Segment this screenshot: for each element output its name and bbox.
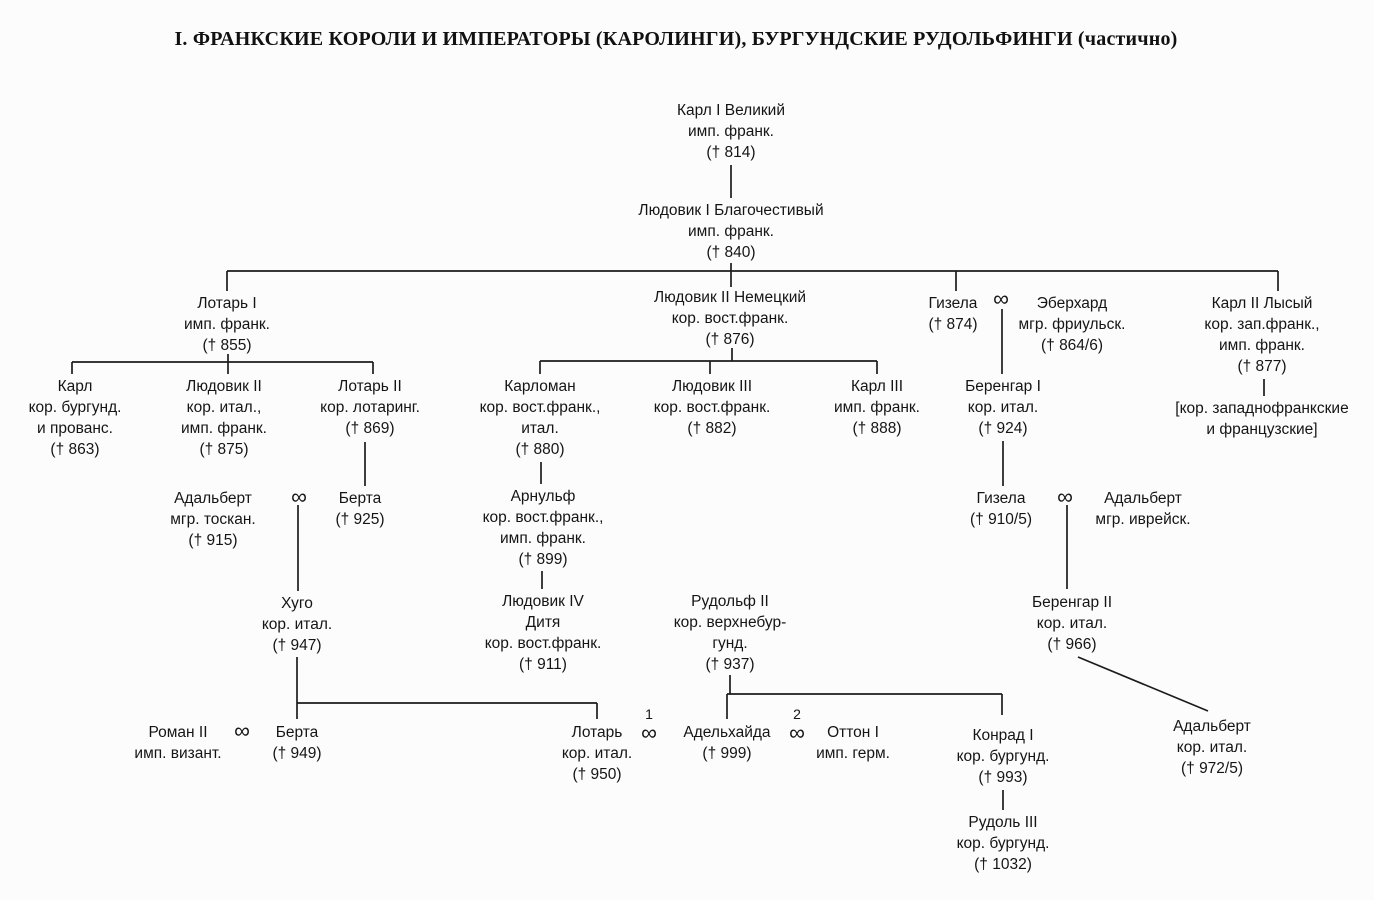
node-text-line: кор. итал. <box>261 616 333 633</box>
person-otton-i <box>816 722 890 764</box>
node-text-line: Людовик II Немецкий <box>653 289 807 306</box>
node-text-line: Лотарь <box>571 724 623 741</box>
node-text-line: имп. визант. <box>134 745 222 762</box>
node-text-line: имп. франк. <box>184 316 270 333</box>
node-text-line: кор. вост.франк. <box>671 310 789 327</box>
node-text-line: († 882) <box>687 420 737 437</box>
node-text-line: кор. итал. <box>967 399 1039 416</box>
marriage-symbol-lotar-adelhajda <box>641 706 657 745</box>
node-text-line: имп. франк. <box>181 420 267 437</box>
note-zapadnofrankskie <box>1175 398 1348 440</box>
person-ludovik-ii-ital <box>181 376 267 460</box>
node-text-line: Карл II Лысый <box>1211 295 1313 312</box>
person-rudolf-ii <box>674 591 787 675</box>
node-text-line: († 925) <box>335 511 385 528</box>
node-text-line: Людовик III <box>671 378 753 395</box>
node-text-line: и прованс. <box>37 420 113 437</box>
node-text-line: († 993) <box>978 769 1028 786</box>
node-text-line: († 888) <box>852 420 902 437</box>
infinity-icon: ∞ <box>641 720 657 745</box>
node-text-line: Берта <box>338 490 382 507</box>
person-eberhard <box>1019 293 1126 356</box>
node-text-line: († 814) <box>706 144 756 161</box>
node-text-line: Адальберт <box>1104 490 1182 507</box>
person-gizela-874 <box>928 293 977 335</box>
marriage-symbol-adalbert-berta <box>291 486 307 508</box>
node-text-line: († 911) <box>519 656 567 673</box>
person-lotar-ii <box>320 376 420 439</box>
node-text-line: († 875) <box>199 441 249 458</box>
person-arnulf <box>483 486 604 570</box>
node-text-line: Гизела <box>928 295 978 312</box>
node-text-line: кор. вост.франк., <box>482 509 604 526</box>
node-text-line: Карл I Великий <box>677 102 785 119</box>
node-text-line: († 863) <box>50 441 100 458</box>
node-text-line: [кор. западнофранкские <box>1175 400 1349 417</box>
person-karloman <box>480 376 601 460</box>
marriage-symbol-gizela-eberhard <box>993 288 1009 310</box>
node-text-line: имп. франк. <box>500 530 586 547</box>
node-text-line: Роман II <box>148 724 208 741</box>
node-text-line: Людовик IV <box>502 593 584 610</box>
node-text-line: кор. лотаринг. <box>320 399 420 416</box>
node-text-line: Оттон I <box>827 724 879 741</box>
node-text-line: († 999) <box>702 745 752 762</box>
node-text-line: имп. франк. <box>688 223 774 240</box>
person-ludovik-i-blagochestivyj <box>638 200 823 263</box>
node-text-line: мгр. тоскан. <box>170 511 256 528</box>
marriage-order-number: 2 <box>793 706 801 722</box>
node-text-line: Адельхайда <box>683 724 771 741</box>
person-berengar-ii <box>1032 592 1112 655</box>
node-text-line: Лотарь II <box>338 378 402 395</box>
node-text-line: († 899) <box>518 551 568 568</box>
node-text-line: имп. герм. <box>816 745 890 762</box>
node-text-line: Беренгар I <box>965 378 1041 395</box>
node-text-line: кор. бургунд. <box>28 399 122 416</box>
node-text-line: Арнульф <box>510 488 576 505</box>
node-text-line: Карл III <box>850 378 903 395</box>
person-lotar-950 <box>562 722 632 785</box>
chart-title: I. ФРАНКСКИЕ КОРОЛИ И ИМПЕРАТОРЫ (КАРОЛИНГИ), БУРГУНДСКИЕ РУДОЛЬФИНГИ (частично) <box>174 28 1178 50</box>
person-berta-925 <box>335 488 384 530</box>
node-text-line: кор. вост.франк. <box>653 399 771 416</box>
node-text-line: Рудольф II <box>691 593 769 610</box>
node-text-line: Карломан <box>504 378 576 395</box>
node-text-line: Эберхард <box>1036 295 1108 312</box>
node-text-line: Рудоль III <box>968 814 1038 831</box>
node-text-line: Дитя <box>525 614 561 631</box>
node-text-line: Людовик I Благочестивый <box>638 202 824 219</box>
node-text-line: Адальберт <box>1173 718 1251 735</box>
descent-line <box>1078 657 1208 711</box>
person-berta-949 <box>272 722 321 764</box>
person-karl-iii <box>834 376 920 439</box>
marriage-order-number: 1 <box>645 706 653 722</box>
marriage-symbol-roman-berta <box>234 720 250 742</box>
node-text-line: († 950) <box>572 766 622 783</box>
node-text-line: Беренгар II <box>1031 594 1113 611</box>
node-text-line: († 915) <box>188 532 238 549</box>
node-text-line: Хуго <box>281 595 313 612</box>
person-roman-ii <box>134 722 221 764</box>
person-rudol-iii <box>957 812 1050 875</box>
node-text-line: († 910/5) <box>969 511 1033 528</box>
node-text-line: имп. франк. <box>688 123 774 140</box>
person-ludovik-ii-nemeckij <box>654 287 806 350</box>
node-text-line: Лотарь I <box>197 295 257 312</box>
person-adelhajda <box>683 722 770 764</box>
node-text-line: и французские] <box>1206 421 1318 438</box>
node-text-line: († 947) <box>272 637 322 654</box>
node-text-line: кор. зап.франк., <box>1204 316 1320 333</box>
node-text-line: кор. итал. <box>1036 615 1108 632</box>
node-text-line: Конрад I <box>972 727 1034 744</box>
node-text-line: († 949) <box>272 745 322 762</box>
node-text-line: († 869) <box>345 420 395 437</box>
person-karl-ii-lysyj <box>1204 293 1319 377</box>
infinity-icon: ∞ <box>291 484 307 509</box>
marriage-symbol-adelhajda-otton <box>789 706 805 745</box>
node-text-line: († 877) <box>1237 358 1287 375</box>
person-konrad-i <box>957 725 1050 788</box>
node-text-line: († 924) <box>978 420 1028 437</box>
node-text-line: Адальберт <box>174 490 252 507</box>
node-text-line: († 937) <box>705 656 755 673</box>
node-text-line: кор. итал. <box>561 745 633 762</box>
node-text-line: († 855) <box>202 337 252 354</box>
node-text-line: кор. итал. <box>1176 739 1248 756</box>
person-berengar-i <box>965 376 1041 439</box>
node-text-line: имп. франк. <box>834 399 920 416</box>
person-adalbert-ital <box>1173 716 1251 779</box>
node-text-line: († 972/5) <box>1180 760 1244 777</box>
node-text-line: кор. верхнебур- <box>673 614 787 631</box>
person-adalbert-ivrejsk <box>1095 488 1190 530</box>
person-hugo <box>262 593 332 656</box>
infinity-icon: ∞ <box>789 720 805 745</box>
infinity-icon: ∞ <box>993 286 1009 311</box>
person-lotar-i <box>184 293 270 356</box>
person-karl-i-velikij <box>677 100 785 163</box>
person-ludovik-iii <box>654 376 771 439</box>
node-text-line: Людовик II <box>186 378 262 395</box>
node-text-line: († 1032) <box>974 856 1032 873</box>
person-adalbert-toskan <box>170 488 255 551</box>
node-text-line: († 864/6) <box>1040 337 1104 354</box>
node-text-line: кор. вост.франк. <box>484 635 602 652</box>
node-text-line: († 874) <box>928 316 978 333</box>
node-text-line: мгр. иврейск. <box>1095 511 1191 528</box>
node-text-line: итал. <box>521 420 559 437</box>
node-text-line: имп. франк. <box>1219 337 1305 354</box>
person-karl-burgund <box>29 376 122 460</box>
node-text-line: († 876) <box>705 331 755 348</box>
node-text-line: († 880) <box>515 441 565 458</box>
node-text-line: мгр. фриульск. <box>1018 316 1126 333</box>
node-text-line: († 840) <box>706 244 756 261</box>
node-text-line: кор. вост.франк., <box>479 399 601 416</box>
node-text-line: Карл <box>57 378 93 395</box>
node-text-line: кор. бургунд. <box>956 835 1050 852</box>
person-gizela-910 <box>970 488 1032 530</box>
infinity-icon: ∞ <box>234 718 250 743</box>
node-text-line: кор. итал., <box>186 399 262 416</box>
node-text-line: гунд. <box>712 635 748 652</box>
node-text-line: кор. бургунд. <box>956 748 1050 765</box>
node-text-line: Берта <box>275 724 319 741</box>
node-text-line: Гизела <box>976 490 1026 507</box>
node-text-line: († 966) <box>1047 636 1097 653</box>
infinity-icon: ∞ <box>1057 484 1073 509</box>
marriage-symbol-gizela-adalbert <box>1057 486 1073 508</box>
person-ludovik-iv-ditya <box>485 591 602 675</box>
